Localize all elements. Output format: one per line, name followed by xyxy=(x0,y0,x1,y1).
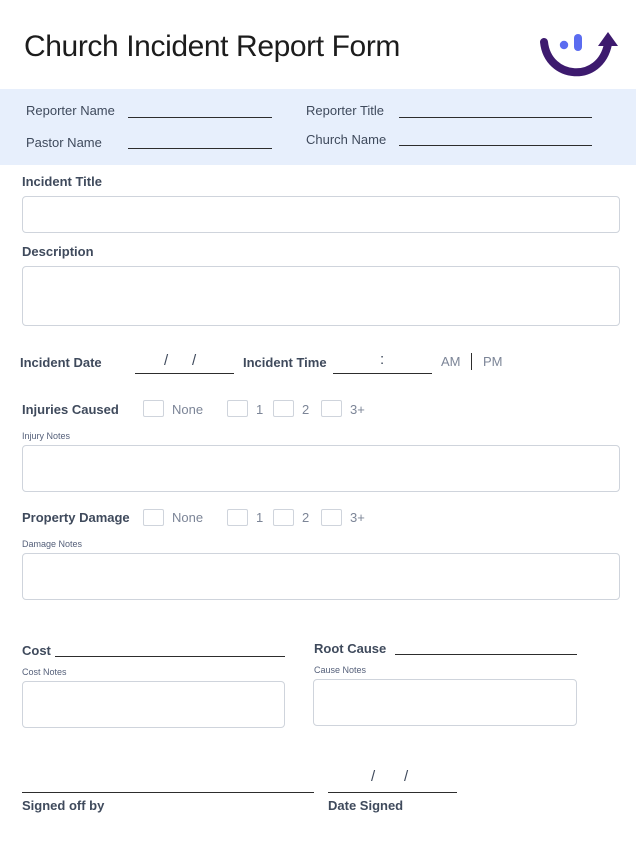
reporter-name-field[interactable] xyxy=(128,117,272,118)
root-cause-field[interactable] xyxy=(395,654,577,655)
am-option[interactable]: AM xyxy=(441,354,461,369)
cost-notes-input[interactable] xyxy=(22,681,285,728)
damage-notes-label: Damage Notes xyxy=(22,539,83,549)
injuries-2-label: 2 xyxy=(302,402,310,417)
reporter-title-label: Reporter Title xyxy=(306,103,385,118)
damage-2-label: 2 xyxy=(302,510,310,525)
injury-notes-label: Injury Notes xyxy=(22,431,71,441)
date-slash: / xyxy=(164,352,169,369)
injuries-3plus-checkbox[interactable] xyxy=(321,400,342,417)
damage-none-label: None xyxy=(172,510,204,525)
page-title: Church Incident Report Form xyxy=(24,30,401,63)
reporter-info-band xyxy=(0,89,636,165)
pastor-name-field[interactable] xyxy=(128,148,272,149)
damage-none-checkbox[interactable] xyxy=(143,509,164,526)
cause-notes-input[interactable] xyxy=(313,679,577,726)
property-damage-label: Property Damage xyxy=(22,510,130,525)
date-signed-slash: / xyxy=(404,768,409,785)
description-input[interactable] xyxy=(22,266,620,326)
damage-3plus-checkbox[interactable] xyxy=(321,509,342,526)
injuries-none-checkbox[interactable] xyxy=(143,400,164,417)
time-colon: : xyxy=(380,351,385,368)
injuries-none-label: None xyxy=(172,402,204,417)
injuries-1-checkbox[interactable] xyxy=(227,400,248,417)
damage-1-checkbox[interactable] xyxy=(227,509,248,526)
incident-date-field[interactable] xyxy=(135,373,234,374)
incident-date-label: Incident Date xyxy=(20,355,102,370)
cause-notes-label: Cause Notes xyxy=(314,665,367,675)
cost-label: Cost xyxy=(22,643,51,658)
church-name-field[interactable] xyxy=(399,145,592,146)
pastor-name-label: Pastor Name xyxy=(26,135,102,150)
cost-field[interactable] xyxy=(55,656,285,657)
incident-time-field[interactable] xyxy=(333,373,432,374)
date-slash: / xyxy=(192,352,197,369)
reporter-title-field[interactable] xyxy=(399,117,592,118)
smiley-arrow-logo-icon xyxy=(538,28,620,80)
cost-notes-label: Cost Notes xyxy=(22,667,67,677)
date-signed-label: Date Signed xyxy=(328,798,404,813)
incident-title-input[interactable] xyxy=(22,196,620,233)
signed-off-by-field[interactable] xyxy=(22,792,314,793)
root-cause-label: Root Cause xyxy=(314,641,387,656)
date-signed-slash: / xyxy=(371,768,376,785)
injury-notes-input[interactable] xyxy=(22,445,620,492)
injuries-2-checkbox[interactable] xyxy=(273,400,294,417)
ampm-divider xyxy=(471,353,472,370)
injuries-3plus-label: 3+ xyxy=(350,402,365,417)
damage-2-checkbox[interactable] xyxy=(273,509,294,526)
incident-title-label: Incident Title xyxy=(22,174,102,189)
signed-off-by-label: Signed off by xyxy=(22,798,105,813)
church-name-label: Church Name xyxy=(306,132,387,147)
description-label: Description xyxy=(22,244,94,259)
reporter-name-label: Reporter Name xyxy=(26,103,115,118)
injuries-1-label: 1 xyxy=(256,402,264,417)
date-signed-field[interactable] xyxy=(328,792,457,793)
damage-3plus-label: 3+ xyxy=(350,510,365,525)
damage-1-label: 1 xyxy=(256,510,264,525)
pm-option[interactable]: PM xyxy=(483,354,503,369)
damage-notes-input[interactable] xyxy=(22,553,620,600)
injuries-caused-label: Injuries Caused xyxy=(22,402,119,417)
incident-time-label: Incident Time xyxy=(243,355,327,370)
